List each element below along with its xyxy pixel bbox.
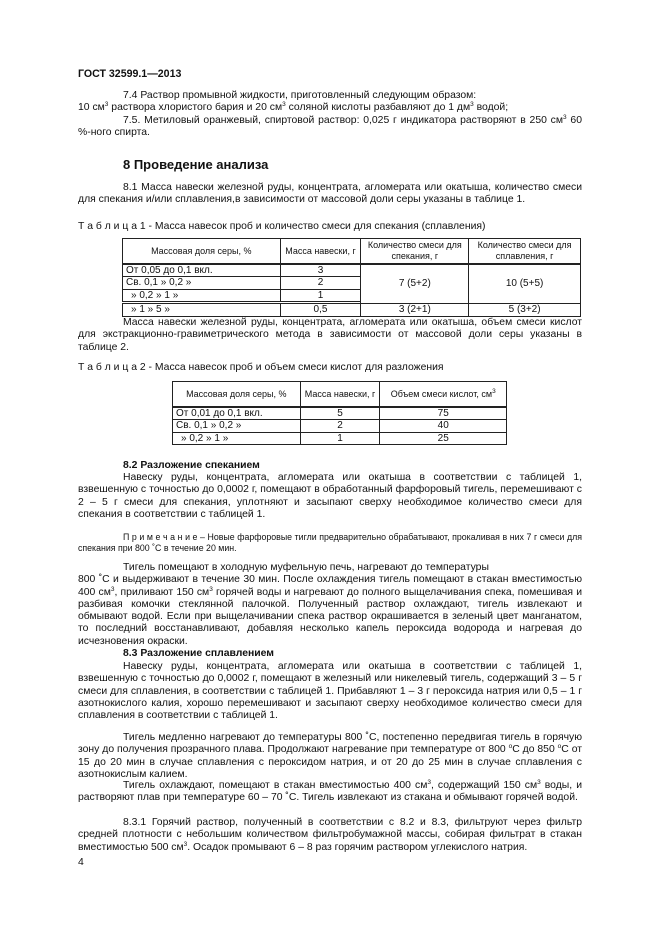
table-cell: От 0,05 до 0,1 вкл. — [123, 264, 281, 277]
paragraph-8-2: Навеску руды, концентрата, агломерата или окатыша в соответствии с таблицей 1, взвешенную с точностью до 0,0002 г, помещают в обработанный фарфоровый тигель, перемешивают с 2 – 5 г смеси для спекания, уплотняют и засыпают сверху необходимое количество смеси для спекания в соответствии с таблицей 1. — [78, 472, 582, 520]
table-cell: 1 — [300, 432, 380, 445]
table1-sintering-merged: 7 (5+2) — [361, 264, 469, 304]
table-cell: 0,5 — [280, 304, 361, 317]
paragraph-7-4 — [78, 90, 582, 115]
table-2 — [172, 381, 507, 445]
table-cell: 3 — [280, 264, 361, 277]
section-8-3-title: 8.3 Разложение сплавлением — [123, 648, 274, 659]
paragraph-8-1: 8.1 Масса навески железной руды, концентрата, агломерата или окатыша, количество смеси для спекания и/или сплавления,в зависимости от массовой доли серы указаны в таблице 1. — [78, 182, 582, 206]
table-1-caption: Т а б л и ц а 1 - Масса навесок проб и количество смеси для спекания (сплавления) — [78, 221, 486, 232]
table2-header-volume: Объем смеси кислот, $см^3$ — [380, 382, 507, 407]
table-cell: 40 — [380, 420, 507, 433]
table-cell: Св. 0,1 » 0,2 » — [123, 277, 281, 290]
table-cell: 5 — [300, 407, 380, 420]
table1-header-fusion: Количество смеси для сплавления, г — [469, 239, 581, 264]
table-cell: 75 — [380, 407, 507, 420]
table-cell: » 0,2 » 1 » — [123, 289, 281, 302]
document-header: ГОСТ 32599.1—2013 — [78, 68, 182, 80]
paragraph-8-3-1: 8.3.1 Горячий раствор, полученный в соответствии с 8.2 и 8.3, фильтруют через фильтр средней плотности с небольшим количеством фильтробумажной массы, собирая фильтрат в стакан вместимостью 500 $см^3$. Осадок промывают 6 – 8 раз горячим раствором углекислого натрия. — [78, 817, 582, 853]
table-1 — [122, 238, 581, 317]
table1-fusion-merged: 10 (5+5) — [469, 264, 581, 304]
table-cell: Св. 0,1 » 0,2 » — [173, 420, 301, 433]
table2-header-sulfur: Массовая доля серы, % — [173, 382, 301, 407]
paragraph-8-2-b: Тигель помещают в холодную муфельную печь, нагревают до температуры 800 ˚С и выдерживают в течение 30 мин. После охлаждения тигель помещают в стакан вместимостью 400 $см^3$, приливают 150 $см^3$ горячей воды и нагревают до полного выщелачивания спека, помешивая и разбивая комочки стеклянной палочкой. Полученный раствор охлаждают, тигель извлекают и обмывают водой. Если при выщелачивании спека раствор окрашивается в зеленый цвет манганатом, то последний восстанавливают, добавляя несколько капель пероксида водорода и нагревая до исчезновения окраски. — [78, 562, 583, 647]
table2-header-mass: Масса навески, г — [300, 382, 380, 407]
paragraph-8-3-c: Тигель охлаждают, помещают в стакан вместимостью 400 $см^3$, содержащий 150 $см^3$ воды, и растворяют плав при температуре 60 – 70 ˚С. Тигель извлекают из стакана и обмывают горячей водой. — [78, 779, 583, 804]
p74-line1: 7.4 Раствор промывной жидкости, приготовленный следующим образом: — [123, 90, 477, 101]
table-cell: » 1 » 5 » — [123, 304, 281, 317]
section-8-2-title: 8.2 Разложение спеканием — [123, 460, 260, 471]
paragraph-8-3-b: Тигель медленно нагревают до температуры 800 ˚С, постепенно передвигая тигель в горячую зону до получения прозрачного плава. Продолжают нагревание при температуре от 800 $^о$С до 850 $^о$С от 15 до 20 мин в случае сплавления с пероксидом натрия, и от 20 до 25 мин в случае сплавления с азотнокислым калием. — [78, 732, 583, 780]
table-cell: 2 — [300, 420, 380, 433]
paragraph-8-1-b: Масса навески железной руды, концентрата, агломерата или окатыша, объем смеси кислот для экстракционно-гравиметрического метода в зависимости от массовой доли серы указаны в таблице 2. — [78, 317, 582, 353]
table-cell: От 0,01 до 0,1 вкл. — [173, 407, 301, 420]
table1-header-sintering: Количество смеси для спекания, г — [361, 239, 469, 264]
section-8-title: 8 Проведение анализа — [123, 157, 269, 172]
paragraph-8-3: Навеску руды, концентрата, агломерата или окатыша в соответствии с таблицей 1, взвешенную с точностью до 0,0002 г, помещают в железный или никелевый тигель, содержащий 3 – 5 г смеси для сплавления, в соответствии с таблицей 1. Прибавляют 1 – 3 г пероксида натрия или 0,5 – 1 г азотнокислого калия, хорошо перемешивают и засыпают сверху необходимое количество смеси для сплавления в соответствии с таблицей 1. — [78, 661, 582, 722]
note-8-2: П р и м е ч а н и е – Новые фарфоровые тигли предварительно обрабатывают, прокаливая в них 7 г смеси для спекания при 800 ˚С в течение 20 мин. — [78, 532, 582, 553]
page-number: 4 — [78, 857, 84, 868]
table-cell: 1 — [280, 289, 361, 302]
table-cell: 5 (3+2) — [469, 304, 581, 317]
table-cell: 25 — [380, 432, 507, 445]
table-2-caption: Т а б л и ц а 2 - Масса навесок проб и объем смеси кислот для разложения — [78, 362, 444, 373]
table-cell: 3 (2+1) — [361, 304, 469, 317]
table-cell: 2 — [280, 277, 361, 290]
table-cell: » 0,2 » 1 » — [173, 432, 301, 445]
table1-header-mass: Масса навески, г — [280, 239, 361, 264]
table1-header-sulfur: Массовая доля серы, % — [123, 239, 281, 264]
p74-line2: 10 $см^3$ раствора хлористого бария и 20 $см^3$ соляной кислоты разбавляют до 1 $дм^3$ водой; — [78, 101, 509, 114]
paragraph-7-5: 7.5. Метиловый оранжевый, спиртовой раствор: 0,025 г индикатора растворяют в 250 $см^3$ 60 %-ного спирта. — [78, 114, 582, 139]
